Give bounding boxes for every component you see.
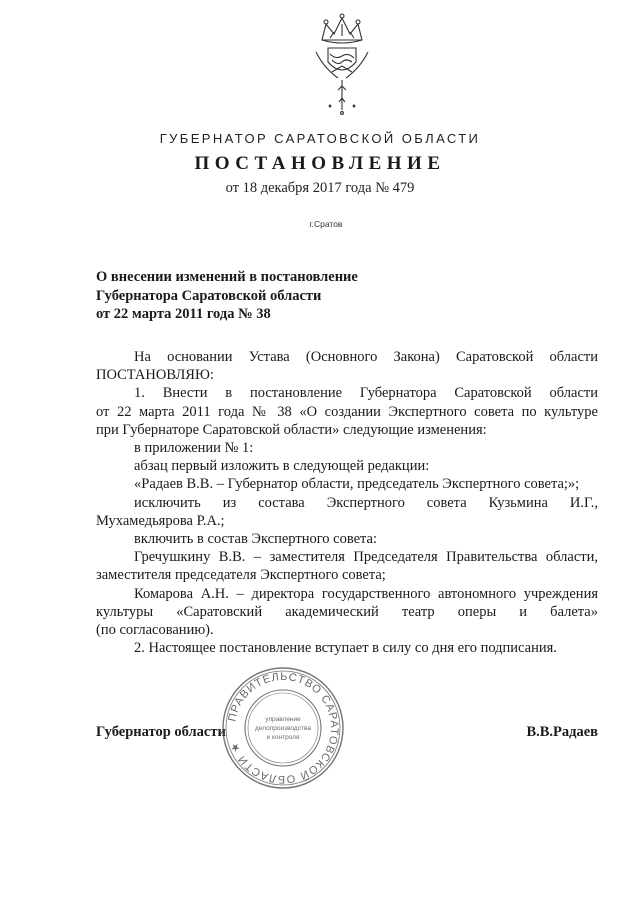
subject-line: Губернатора Саратовской области bbox=[96, 287, 322, 304]
paragraph-exclude-line: исключить из состава Экспертного совета Кузьмина И.Г., bbox=[134, 494, 598, 511]
subject-line: О внесении изменений в постановление bbox=[96, 269, 358, 285]
subject-line: от 22 марта 2011 года № 38 bbox=[96, 306, 271, 322]
paragraph-member-line: Гречушкину В.В. – заместителя Председателя Правительства области, bbox=[134, 549, 598, 566]
svg-text:делопроизводства: делопроизводства bbox=[255, 725, 311, 732]
official-stamp-icon bbox=[218, 663, 348, 793]
paragraph-basis-line: На основании Устава (Основного Закона) Саратовской области bbox=[134, 349, 598, 365]
paragraph-exclude-line: Мухамедьярова Р.А.; bbox=[96, 512, 225, 529]
document-subject bbox=[96, 268, 516, 324]
signatory-name: В.В.Радаев bbox=[526, 724, 598, 740]
paragraph-appendix: в приложении № 1: bbox=[134, 440, 254, 457]
paragraph-item1-line: 1. Внести в постановление Губернатора Саратовской области bbox=[134, 385, 598, 402]
document-city: г.Сратов bbox=[309, 219, 343, 229]
document-date-number: от 18 декабря 2017 года № 479 bbox=[225, 180, 415, 196]
paragraph-member-line: культуры «Саратовский академический театр оперы и балета» bbox=[96, 603, 598, 620]
svg-text:и контроля: и контроля bbox=[266, 734, 300, 741]
issuer-title: ГУБЕРНАТОР САРАТОВСКОЙ ОБЛАСТИ bbox=[159, 131, 481, 146]
document-type-heading: ПОСТАНОВЛЕНИЕ bbox=[194, 153, 446, 174]
paragraph-basis-decree: ПОСТАНОВЛЯЮ: bbox=[96, 367, 214, 384]
paragraph-include: включить в состав Экспертного совета: bbox=[134, 531, 378, 548]
paragraph-first-para: абзац первый изложить в следующей редакции: bbox=[134, 458, 430, 475]
paragraph-chairman: «Радаев В.В. – Губернатор области, председатель Экспертного совета;»; bbox=[134, 476, 580, 493]
paragraph-item1-line: от 22 марта 2011 года № 38 «О создании Экспертного совета по культуре bbox=[96, 403, 598, 420]
signatory-position: Губернатор области bbox=[96, 724, 226, 740]
paragraph-member-line: заместителя председателя Экспертного совета; bbox=[96, 567, 386, 584]
paragraph-item1-line: при Губернаторе Саратовской области» следующие изменения: bbox=[96, 421, 487, 438]
paragraph-member-line: (по согласованию). bbox=[96, 622, 214, 639]
paragraph-member-line: Комарова А.Н. – директора государственного автономного учреждения bbox=[134, 585, 598, 602]
paragraph-effective: 2. Настоящее постановление вступает в силу со дня его подписания. bbox=[134, 640, 557, 657]
svg-text:управление: управление bbox=[265, 716, 301, 723]
svg-text:ПРАВИТЕЛЬСТВО САРАТОВСКОЙ ОБЛА: ПРАВИТЕЛЬСТВО САРАТОВСКОЙ ОБЛАСТИ ★ bbox=[226, 670, 341, 786]
document-body bbox=[96, 348, 598, 657]
crown-emblem-icon bbox=[302, 10, 382, 120]
